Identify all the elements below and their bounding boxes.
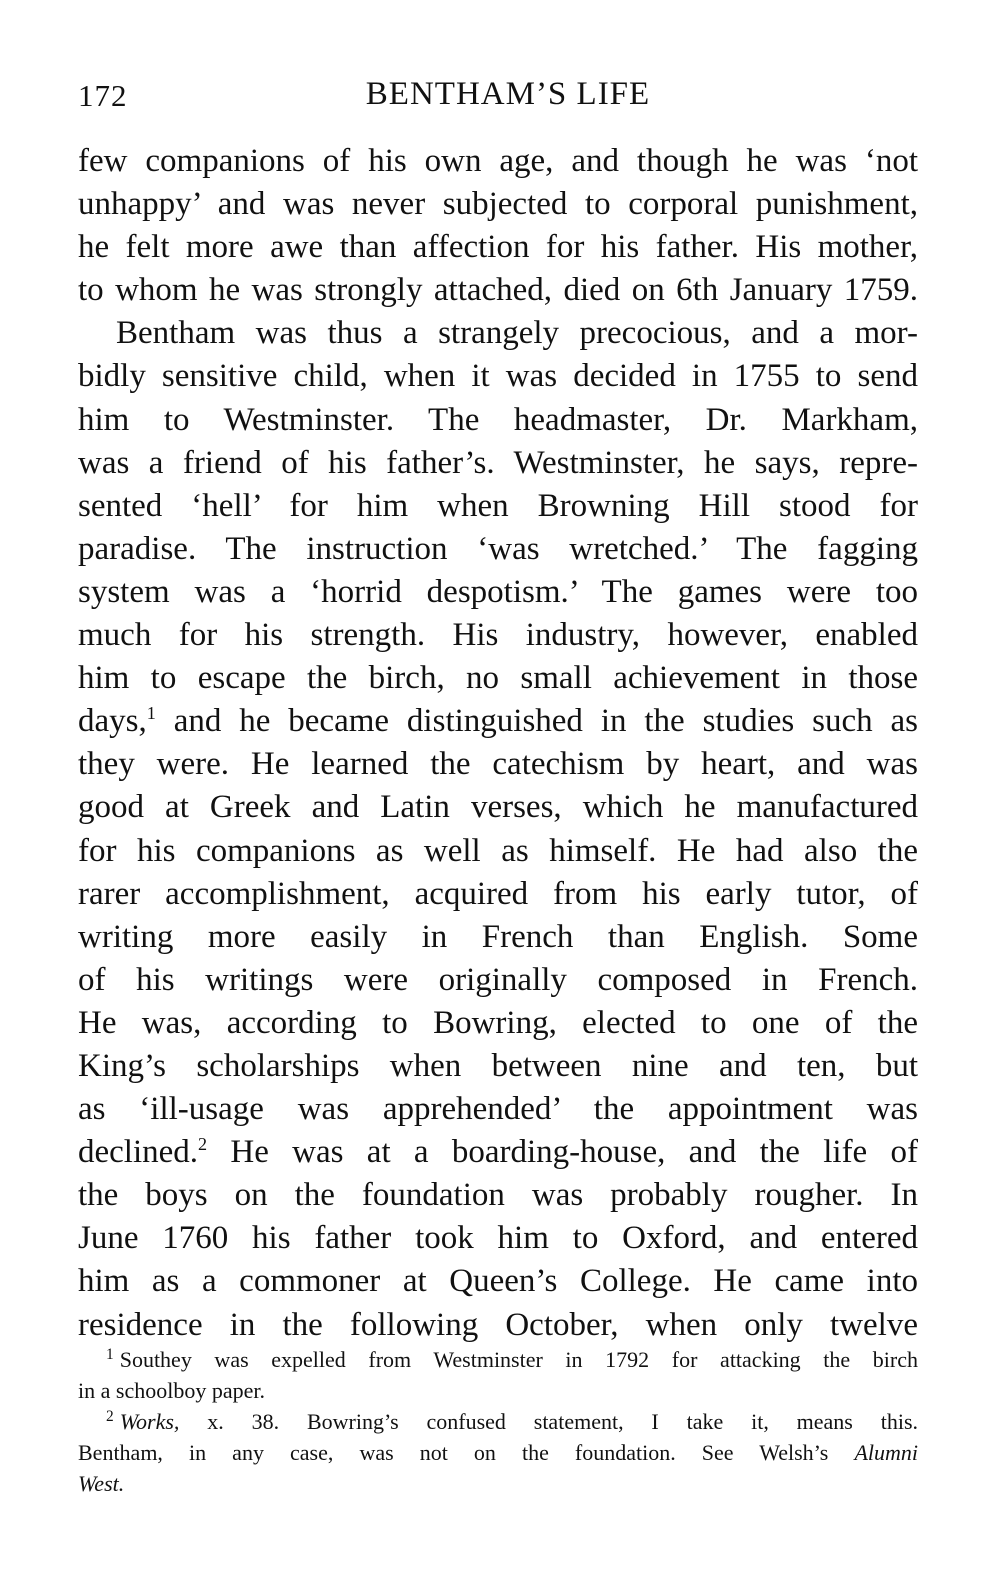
text-segment: and he became distinguished in the studies such as — [155, 703, 918, 740]
text-line: writing more easily in French than English. Some — [78, 918, 918, 955]
text-line — [78, 700, 918, 743]
footnote-1 — [78, 1344, 918, 1375]
footnote-2 — [78, 1406, 918, 1437]
text-line: unhappy’ and was never subjected to corporal punishment, — [78, 186, 918, 223]
footnote-text: Southey was expelled from Westminster in 1792 for attacking the birch — [119, 1347, 918, 1372]
text-line: He was, according to Bowring, elected to one of the — [78, 1004, 918, 1041]
text-line: good at Greek and Latin verses, which he manufactured — [78, 789, 918, 826]
text-line: him to escape the birch, no small achievement in those — [78, 660, 918, 697]
text-line: he felt more awe than affection for his father. His mother, — [78, 229, 918, 266]
text-line: him as a commoner at Queen’s College. He came into — [78, 1263, 918, 1300]
text-line: as ‘ill-usage was apprehended’ the appointment was — [78, 1091, 918, 1128]
text-line: bidly sensitive child, when it was decided in 1755 to send — [78, 358, 918, 395]
footnote-marker: 1 — [106, 1345, 114, 1363]
text-line: for his companions as well as himself. He had also the — [78, 832, 918, 869]
text-line: system was a ‘horrid despotism.’ The games were too — [78, 573, 918, 610]
text-segment: declined. — [78, 1134, 199, 1171]
footnote-2-end — [78, 1468, 918, 1499]
running-head: BENTHAM’S LIFE — [365, 76, 651, 112]
text-line: June 1760 his father took him to Oxford, and entered — [78, 1220, 918, 1257]
text-line: much for his strength. His industry, however, enabled — [78, 617, 918, 654]
text-line: sented ‘hell’ for him when Browning Hill stood for — [78, 487, 918, 524]
text-line: of his writings were originally composed in French. — [78, 961, 918, 998]
footnote-ref-1[interactable]: 1 — [146, 703, 156, 724]
text-line: the boys on the foundation was probably rougher. In — [78, 1177, 918, 1214]
footnote-text: x. 38. Bowring’s confused statement, I take it, means this. — [207, 1409, 919, 1434]
text-line — [78, 1131, 918, 1174]
page-number: 172 — [78, 78, 128, 113]
footnote-work-title: Works, — [119, 1409, 180, 1434]
footnote-text: Bentham, in any case, was not on the foundation. See Welsh’s — [78, 1440, 829, 1465]
footnotes — [78, 1344, 918, 1499]
text-line: Bentham was thus a strangely precocious, and a mor- — [116, 315, 918, 352]
footnote-1-continued: in a schoolboy paper. — [78, 1378, 265, 1403]
footnote-work-title: Alumni — [854, 1440, 918, 1465]
text-line: few companions of his own age, and though he was ‘not — [78, 143, 918, 179]
text-line: residence in the following October, when only twelve — [78, 1306, 918, 1343]
text-line: rarer accomplishment, acquired from his early tutor, of — [78, 875, 918, 912]
text-segment: days, — [78, 703, 147, 740]
text-line: to whom he was strongly attached, died on 6th January 1759. — [78, 272, 918, 309]
text-line: they were. He learned the catechism by heart, and was — [78, 746, 918, 783]
text-line: him to Westminster. The headmaster, Dr. Markham, — [78, 401, 918, 438]
text-line: King’s scholarships when between nine and ten, but — [78, 1047, 918, 1084]
footnote-ref-2[interactable]: 2 — [198, 1134, 208, 1155]
footnote-marker: 2 — [106, 1407, 114, 1425]
text-line: paradise. The instruction ‘was wretched.’ The fagging — [78, 530, 918, 567]
footnote-work-title: West. — [78, 1471, 125, 1496]
text-segment: He was at a boarding-house, and the life of — [207, 1134, 918, 1171]
body-text — [78, 140, 918, 1347]
page-header — [78, 74, 918, 124]
text-line: was a friend of his father’s. Westminster, he says, repre- — [78, 444, 918, 481]
footnote-2-continued — [78, 1437, 918, 1468]
